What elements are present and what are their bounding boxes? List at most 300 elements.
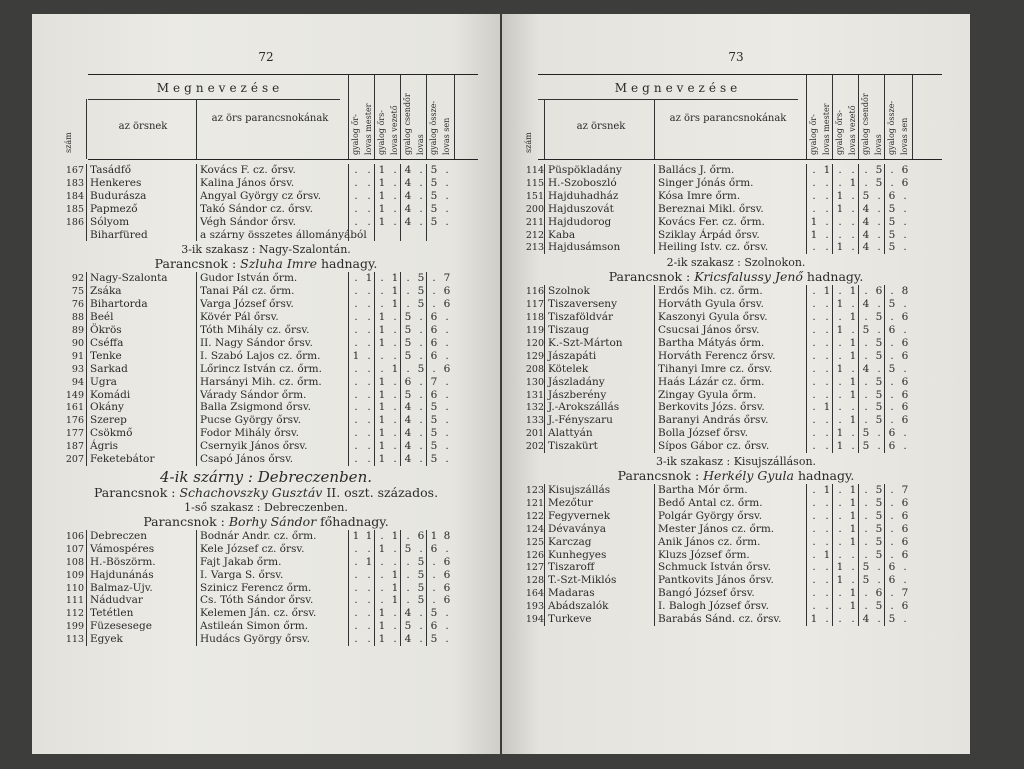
count-value: . (367, 298, 371, 311)
count-value: . (367, 285, 371, 298)
count-value: . (890, 285, 894, 298)
station-number: 92 (71, 273, 84, 285)
commander-line (502, 468, 970, 483)
count-value: 1 (836, 202, 844, 215)
station-number: 213 (525, 242, 544, 254)
count-value: 6 (443, 594, 451, 607)
header-col-label: gyalog őr- (809, 114, 818, 155)
count-value: . (851, 427, 855, 440)
count-value: . (367, 388, 371, 401)
station-name: Egyek (90, 633, 123, 646)
count-value: . (812, 484, 816, 496)
wing-heading: 4-ik szárny : Debreczenben. (159, 467, 372, 486)
count-value: 5 (875, 311, 883, 324)
count-value: . (393, 620, 397, 633)
count-value: . (367, 176, 371, 189)
count-value: . (838, 548, 842, 561)
count-value: . (354, 176, 358, 189)
table-row (502, 587, 970, 600)
station-name: Balmaz-Ujv. (90, 581, 153, 594)
count-value: . (380, 594, 384, 607)
count-value: . (406, 362, 410, 375)
station-name: H.-Böszörm. (90, 555, 156, 568)
count-value: . (877, 228, 881, 241)
count-value: 4 (404, 176, 412, 189)
station-number: 187 (65, 441, 84, 453)
count-value: 5 (875, 600, 883, 613)
page-number: 72 (258, 50, 274, 64)
count-value: . (825, 375, 829, 388)
count-value: . (812, 414, 816, 427)
column-line (374, 530, 375, 646)
station-number: 76 (71, 299, 84, 311)
count-value: . (864, 164, 868, 176)
count-value: . (864, 522, 868, 535)
count-value: . (890, 349, 894, 362)
count-value: . (864, 484, 868, 496)
count-value: . (890, 600, 894, 613)
column-line (400, 164, 401, 241)
count-value: 4 (404, 401, 412, 414)
count-value: . (825, 535, 829, 548)
commander-name-italic: Herkély Gyula (703, 468, 794, 483)
count-value: 1 (378, 311, 386, 324)
commander-name: I. Balogh József őrsv. (658, 600, 769, 613)
count-value: . (393, 555, 397, 568)
count-value: 5 (430, 401, 438, 414)
count-value: . (903, 202, 907, 215)
count-value: 5 (430, 427, 438, 440)
count-value: . (393, 324, 397, 336)
station-name: Hajduszovát (548, 202, 614, 215)
count-value: . (419, 164, 423, 176)
header-title: Megnevezése (614, 81, 742, 95)
count-value: . (367, 349, 371, 362)
station-number: 183 (65, 177, 84, 189)
count-value: . (838, 285, 842, 298)
commander-line (32, 514, 500, 529)
commander-prefix: Parancsnok : (617, 468, 704, 483)
header-col-line (426, 75, 427, 159)
count-value: . (903, 189, 907, 202)
count-value: . (864, 176, 868, 189)
count-value: 5 (888, 362, 896, 375)
commander-line (32, 485, 500, 500)
station-number: 151 (525, 190, 544, 202)
count-value: 6 (430, 620, 438, 633)
count-value: 5 (875, 414, 883, 427)
station-number: 126 (525, 549, 544, 561)
table-row (32, 324, 500, 337)
count-value: . (851, 189, 855, 202)
count-value: 5 (862, 427, 870, 440)
count-value: 1 (836, 574, 844, 587)
station-number: 121 (525, 497, 544, 509)
count-value: . (812, 427, 816, 440)
count-value: . (890, 388, 894, 401)
station-number: 113 (65, 634, 84, 646)
commander-name: Tihanyi Imre cz. őrsv. (658, 362, 773, 375)
table-row (32, 376, 500, 389)
count-value: . (838, 484, 842, 496)
commander-name: Kovács Fer. cz. őrm. (658, 215, 765, 228)
header-col-town: az örsnek (576, 121, 626, 132)
table-row (32, 414, 500, 427)
commander-name: Csapó János őrsv. (200, 453, 294, 465)
count-value: 5 (875, 509, 883, 522)
count-value: . (393, 202, 397, 215)
count-value: . (354, 620, 358, 633)
count-value: 1 (378, 633, 386, 646)
count-value: . (838, 375, 842, 388)
station-name: Biharfüred (90, 228, 148, 241)
count-value: . (864, 336, 868, 349)
count-value: . (367, 311, 371, 324)
commander-name: Tanai Pál cz. őrm. (200, 285, 295, 298)
commander-name: Bedő Antal cz. őrm. (658, 496, 763, 509)
commander-rank: hadnagy. (802, 269, 864, 285)
count-value: . (890, 535, 894, 548)
station-number: 110 (65, 582, 84, 594)
count-value: 1 (849, 176, 857, 189)
column-line (858, 285, 859, 453)
count-value: 7 (443, 272, 451, 285)
count-value: . (903, 324, 907, 336)
count-value: . (445, 324, 449, 336)
station-number: 201 (525, 428, 544, 440)
station-name: Tenke (90, 349, 122, 362)
count-value: 5 (875, 548, 883, 561)
section-heading: 3-ik szakasz : Nagy-Szalontán. (181, 243, 351, 257)
count-value: . (445, 388, 449, 401)
station-number: 208 (525, 363, 544, 375)
count-value: . (354, 453, 358, 465)
count-value: 5 (875, 522, 883, 535)
count-value: 1 (378, 427, 386, 440)
count-value: . (445, 375, 449, 388)
count-value: 6 (443, 581, 451, 594)
commander-name: Singer Jónás őrm. (658, 176, 754, 189)
header-col-label: lovas mester (364, 103, 373, 155)
count-value: . (838, 176, 842, 189)
count-value: . (851, 440, 855, 453)
count-value: . (445, 311, 449, 324)
commander-name: Várady Sándor őrm. (200, 388, 307, 401)
column-line (544, 484, 545, 626)
commander-name: Bodnár Andr. cz. őrm. (200, 529, 317, 542)
count-value: 6 (430, 388, 438, 401)
count-value: . (812, 202, 816, 215)
count-value: 5 (417, 362, 425, 375)
count-value: . (864, 509, 868, 522)
count-value: 1 (849, 509, 857, 522)
station-number: 202 (525, 441, 544, 453)
count-value: . (825, 349, 829, 362)
count-value: 1 (378, 324, 386, 336)
count-value: . (367, 414, 371, 427)
count-value: 5 (888, 298, 896, 311)
count-value: . (864, 548, 868, 561)
table-row (502, 440, 970, 453)
station-number: 106 (65, 530, 84, 542)
count-value: . (812, 600, 816, 613)
count-value: 1 (823, 484, 831, 496)
count-value: . (354, 202, 358, 215)
count-value: . (903, 427, 907, 440)
station-number: 111 (65, 595, 84, 607)
station-number: 115 (525, 177, 544, 189)
count-value: 6 (901, 535, 909, 548)
commander-name: Kalina János őrsv. (200, 176, 295, 189)
column-line (884, 484, 885, 626)
count-value: . (419, 607, 423, 620)
count-value: 5 (404, 349, 412, 362)
station-name: Komádi (90, 388, 131, 401)
count-value: 5 (875, 375, 883, 388)
station-number: 161 (65, 402, 84, 414)
count-value: . (838, 388, 842, 401)
count-value: . (406, 298, 410, 311)
count-value: . (367, 375, 371, 388)
count-value: . (903, 298, 907, 311)
station-name: J.-Fényszaru (548, 414, 613, 427)
header-col-line (196, 99, 197, 159)
count-value: 1 (378, 215, 386, 228)
count-value: 5 (862, 561, 870, 574)
count-value: . (864, 375, 868, 388)
count-value: . (825, 600, 829, 613)
station-number: 119 (525, 325, 544, 336)
count-value: . (825, 202, 829, 215)
count-value: 6 (901, 522, 909, 535)
commander-name: Schmuck István őrsv. (658, 561, 771, 574)
count-value: 1 (378, 375, 386, 388)
count-value: 1 (430, 529, 438, 542)
commander-name: Kluzs József őrm. (658, 548, 750, 561)
header-col-line (806, 75, 807, 159)
count-value: . (367, 189, 371, 202)
count-value: . (419, 215, 423, 228)
header-divider (88, 99, 340, 100)
count-value: 5 (417, 298, 425, 311)
count-value: . (851, 324, 855, 336)
station-number: 75 (71, 286, 84, 298)
count-value: . (393, 375, 397, 388)
count-value: . (864, 600, 868, 613)
count-value: 5 (875, 401, 883, 414)
count-value: . (877, 574, 881, 587)
table-row (502, 216, 970, 229)
commander-name: Kósa Imre őrm. (658, 189, 741, 202)
count-value: . (354, 272, 358, 285)
count-value: 6 (875, 285, 883, 298)
count-value: 1 (823, 164, 831, 176)
count-value: . (825, 388, 829, 401)
count-value: 1 (365, 555, 373, 568)
commander-name: I. Szabó Lajos cz. őrm. (200, 349, 321, 362)
count-value: . (825, 336, 829, 349)
header-col-label: lovas vezető (390, 105, 399, 155)
count-value: . (890, 484, 894, 496)
count-value: 6 (443, 362, 451, 375)
table-row (32, 427, 500, 440)
count-value: 1 (823, 548, 831, 561)
count-value: . (419, 427, 423, 440)
station-number: 89 (71, 325, 84, 336)
count-value: . (367, 324, 371, 336)
count-value: . (864, 496, 868, 509)
column-line (806, 285, 807, 453)
station-name: Ágris (90, 440, 119, 453)
count-value: 6 (888, 427, 896, 440)
count-value: . (354, 594, 358, 607)
station-number: 149 (65, 389, 84, 401)
commander-name: Sípos Gábor cz. őrsv. (658, 440, 770, 453)
count-value: 4 (862, 241, 870, 254)
commander-name: Gudor István őrm. (200, 272, 298, 285)
count-value: . (851, 164, 855, 176)
station-number: 185 (65, 203, 84, 215)
station-number: 125 (525, 536, 544, 548)
count-value: . (864, 388, 868, 401)
header-col-line (884, 75, 885, 159)
count-value: 5 (404, 311, 412, 324)
count-value: 4 (862, 202, 870, 215)
count-value: 6 (430, 336, 438, 349)
commander-name: Szinicz Ferencz őrm. (200, 581, 312, 594)
commander-name: Fodor Mihály őrsv. (200, 427, 299, 440)
count-value: 1 (378, 440, 386, 453)
station-number: 129 (525, 350, 544, 362)
station-name: Abádszalók (548, 600, 609, 613)
station-name: Papmező (90, 202, 138, 215)
count-value: 6 (443, 568, 451, 581)
count-value: . (367, 215, 371, 228)
count-value: . (380, 272, 384, 285)
count-value: . (354, 568, 358, 581)
commander-name: Ballács J. őrm. (658, 164, 735, 176)
count-value: 5 (430, 164, 438, 176)
count-value: . (432, 555, 436, 568)
count-value: . (812, 574, 816, 587)
commander-name: Kaszonyi Gyula őrsv. (658, 311, 768, 324)
count-value: 6 (888, 324, 896, 336)
commander-name: Horváth Ferencz őrsv. (658, 349, 776, 362)
station-name: Hajdudorog (548, 215, 612, 228)
station-name: Szerep (90, 414, 127, 427)
commander-name: Bangó József őrsv. (658, 587, 755, 600)
table-row (32, 272, 500, 285)
count-value: 5 (862, 440, 870, 453)
count-value: . (354, 164, 358, 176)
count-value: 4 (404, 453, 412, 465)
count-value: . (812, 311, 816, 324)
count-value: . (354, 298, 358, 311)
count-value: . (825, 362, 829, 375)
count-value: . (380, 529, 384, 542)
count-value: 5 (888, 613, 896, 625)
count-value: . (890, 587, 894, 600)
header-col-line (400, 75, 401, 159)
commander-name: Erdős Mih. cz. őrm. (658, 285, 763, 298)
count-value: 4 (862, 298, 870, 311)
table-row (502, 285, 970, 298)
header-col-line (544, 99, 545, 159)
count-value: 6 (901, 509, 909, 522)
count-value: . (825, 561, 829, 574)
count-value: . (851, 613, 855, 625)
station-name: Henkeres (90, 176, 142, 189)
station-name: Vámospéres (90, 542, 155, 555)
count-value: 1 (391, 362, 399, 375)
count-value: . (419, 414, 423, 427)
station-number: 167 (65, 165, 84, 176)
count-value: . (851, 362, 855, 375)
count-value: . (825, 427, 829, 440)
count-value: . (890, 548, 894, 561)
count-value: . (890, 311, 894, 324)
count-value: 6 (901, 414, 909, 427)
table-row (32, 298, 500, 311)
station-number: 127 (525, 562, 544, 574)
count-value: . (445, 620, 449, 633)
count-value: . (825, 228, 829, 241)
table-header (64, 74, 478, 160)
count-value: . (877, 298, 881, 311)
count-value: . (877, 189, 881, 202)
station-name: Kaba (548, 228, 576, 241)
station-number: 123 (525, 485, 544, 496)
count-value: . (851, 241, 855, 254)
count-value: 5 (888, 202, 896, 215)
table-row (502, 190, 970, 203)
count-value: 1 (378, 176, 386, 189)
station-number: 120 (525, 337, 544, 349)
count-value: 6 (888, 561, 896, 574)
count-value: 5 (430, 215, 438, 228)
count-value: . (354, 581, 358, 594)
commander-name: Polgár György őrsv. (658, 509, 763, 522)
count-value: 6 (901, 375, 909, 388)
count-value: . (380, 298, 384, 311)
count-value: 6 (901, 176, 909, 189)
count-value: . (890, 176, 894, 189)
count-value: . (393, 633, 397, 646)
header-col-line (912, 75, 913, 159)
table-row (502, 549, 970, 562)
commander-name: Angyal György cz őrsv. (200, 189, 322, 202)
count-value: . (419, 401, 423, 414)
count-value: . (864, 401, 868, 414)
station-number: 186 (65, 216, 84, 228)
count-value: . (812, 496, 816, 509)
count-value: . (812, 241, 816, 254)
page-number: 73 (728, 50, 744, 64)
count-value: 1 (378, 336, 386, 349)
station-number: 124 (525, 523, 544, 535)
count-value: 4 (404, 164, 412, 176)
count-value: . (354, 215, 358, 228)
commander-line (502, 269, 970, 284)
count-value: . (825, 613, 829, 625)
count-value: . (838, 522, 842, 535)
count-value: . (367, 620, 371, 633)
commander-name: Kelemen Ján. cz. őrsv. (200, 607, 317, 620)
count-value: . (354, 388, 358, 401)
count-value: . (445, 189, 449, 202)
count-value: 1 (849, 285, 857, 298)
station-name: Hajdusámson (548, 241, 621, 254)
